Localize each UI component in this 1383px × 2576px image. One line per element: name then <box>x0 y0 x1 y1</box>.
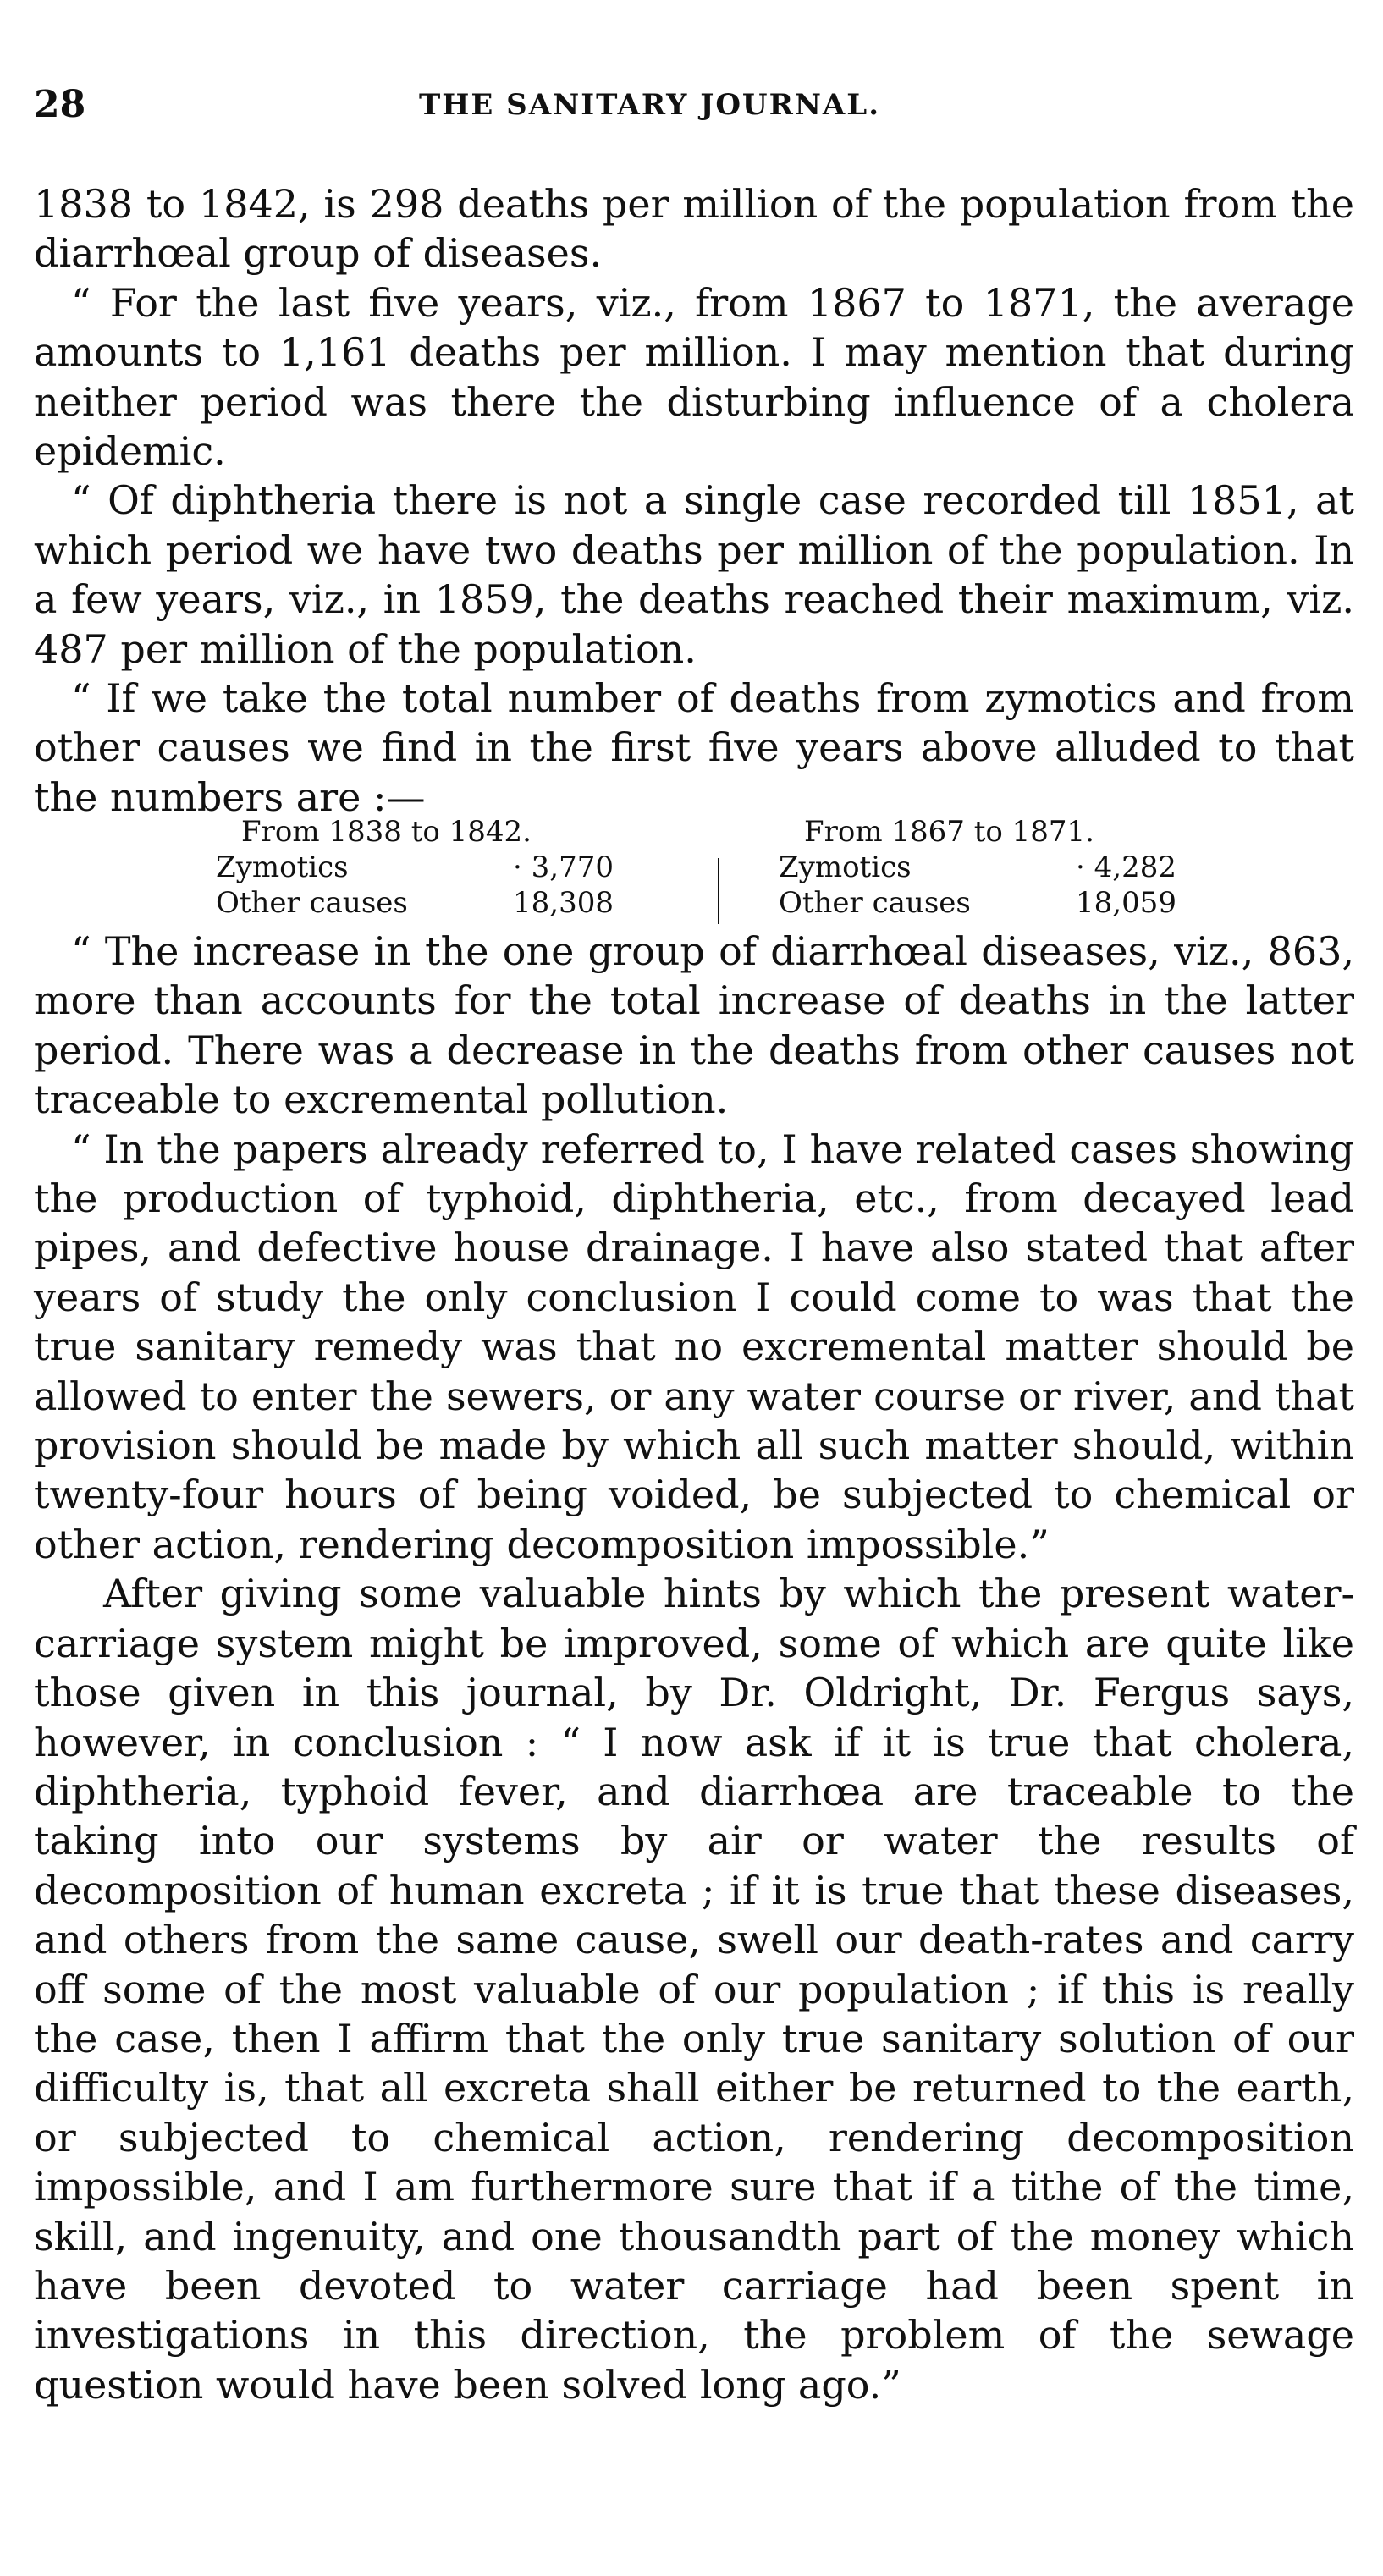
paragraph: “ For the last five years, viz., from 1867 to 1871, the average amounts to 1,161 deaths per million. I may mention that during neither period was there the disturbing influence of a cholera epidemic. <box>34 279 1354 475</box>
paragraph: “ Of diphtheria there is not a single case recorded till 1851, at which period we have two deaths per million of the population. In a few years, viz., in 1859, the deaths reached their maximum, viz. 487 per million of the population. <box>34 477 1354 672</box>
table-cell-label: Zymotics <box>779 850 912 884</box>
paragraph: After giving some valuable hints by which the present water-carriage system might be improved, some of which are quite like those given in this journal, by Dr. Oldright, Dr. Fergus says, however, in conclusion : “ I now ask if it is true that cholera, diphtheria, typhoid fever, and diarrhœa are traceable to the taking into our systems by air or water the results of decomposition of human excreta ; if it is true that these diseases, and others from the same cause, swell our death-rates and carry off some of the most valuable of our population ; if this is really the case, then I affirm that the only true sanitary solution of our difficulty is, that all excreta shall either be returned to the earth, or subjected to chemical action, rendering decomposition impossible, and I am furthermore sure that if a tithe of the time, skill, and ingenuity, and one thousandth part of the money which have been devoted to water carriage had been spent in investigations in this direction, the problem of the sewage question would have been solved long ago.” <box>34 1571 1354 2408</box>
table-heading: From 1838 to 1842. <box>241 815 532 849</box>
table-cell-label: Zymotics <box>216 850 349 884</box>
table-cell-value: 18,308 <box>513 886 614 920</box>
body-text-top <box>34 179 1354 822</box>
journal-title: THE SANITARY JOURNAL. <box>419 88 881 122</box>
page-header <box>34 83 1354 134</box>
page-number: 28 <box>34 83 86 126</box>
paragraph: “ In the papers already referred to, I have related cases showing the production of typhoid, diphtheria, etc., from decayed lead pipes, and defective house drainage. I have also stated that after years of study the only conclusion I could come to was that the true sanitary remedy was that no excremental matter should be allowed to enter the sewers, or any water course or river, and that provision should be made by which all such matter should, within twenty-four hours of being voided, be subjected to chemical or other action, rendering decomposition impossible.” <box>34 1126 1354 1567</box>
table-heading: From 1867 to 1871. <box>804 815 1094 849</box>
table-cell-value: · 4,282 <box>1076 850 1176 884</box>
table-cell-value: 18,059 <box>1076 886 1176 920</box>
mortality-table <box>34 814 1354 924</box>
body-text-bottom <box>34 927 1354 2409</box>
page <box>34 0 1354 2576</box>
table-cell-label: Other causes <box>779 886 971 920</box>
table-cell-label: Other causes <box>216 886 408 920</box>
table-divider <box>718 858 719 924</box>
paragraph: 1838 to 1842, is 298 deaths per million of the population from the diarrhœal group of diseases. <box>34 181 1354 277</box>
paragraph: “ If we take the total number of deaths from zymotics and from other causes we find in the first five years above alluded to that the numbers are :— <box>34 675 1354 820</box>
table-cell-value: · 3,770 <box>513 850 614 884</box>
paragraph: “ The increase in the one group of diarrhœal diseases, viz., 863, more than accounts for the total increase of deaths in the latter period. There was a decrease in the deaths from other causes not traceable to excremental pollution. <box>34 928 1354 1123</box>
